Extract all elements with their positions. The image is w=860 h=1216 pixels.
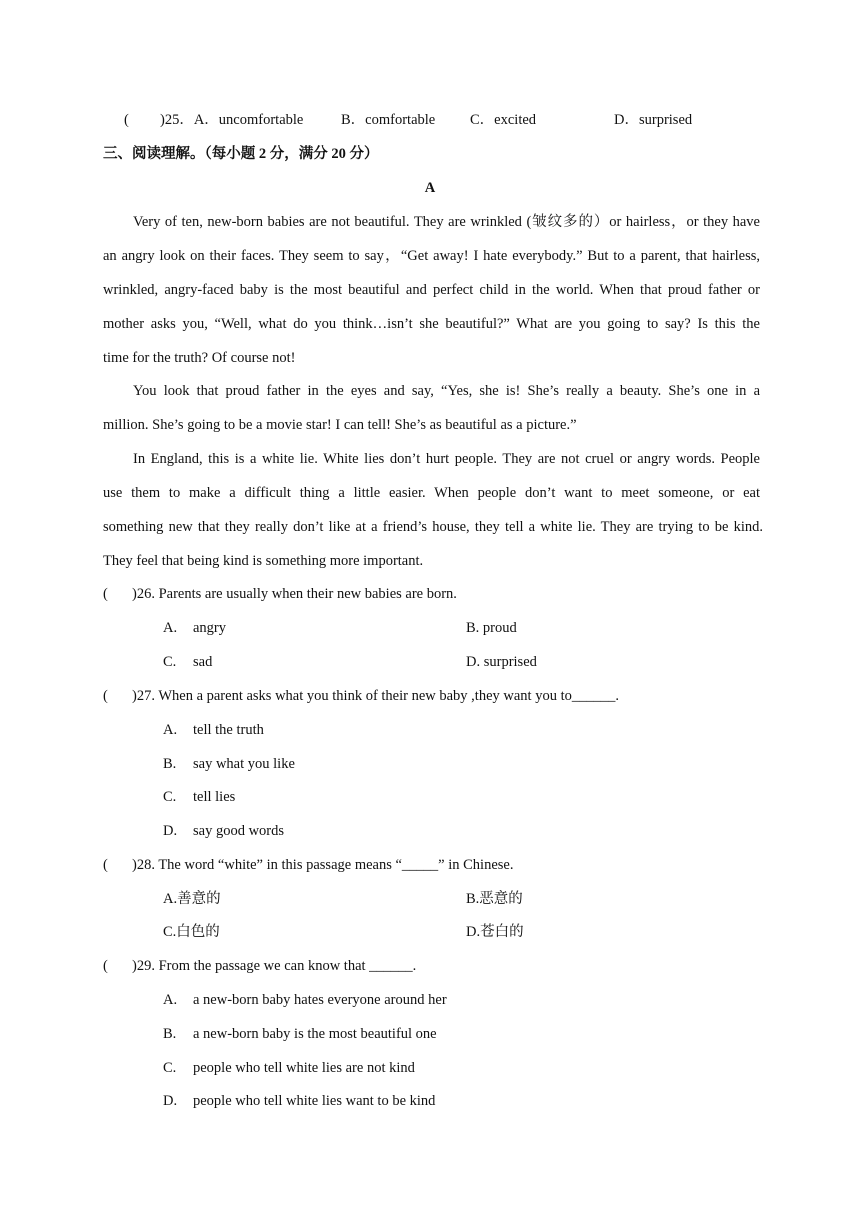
answer-paren: ( [103, 688, 108, 704]
option-letter: C. [163, 654, 177, 670]
option-letter: D. [163, 1093, 178, 1109]
option-letter: D. [163, 823, 178, 839]
passage-line: an angry look on their faces. They seem to say，“Get away! I hate everybody.” But to a parent, that hairless, [103, 248, 760, 264]
answer-paren: ( [103, 586, 108, 602]
passage-line: use them to make a difficult thing a little easier. When people don’t want to meet someone, or eat [103, 485, 760, 501]
passage-line: wrinkled, angry-faced baby is the most beautiful and perfect child in the world. When that proud father or [103, 282, 760, 298]
passage-line: They feel that being kind is something more important. [103, 553, 424, 569]
passage-line: something new that they really don’t like at a friend’s house, they tell a white lie. They are trying to be kind. [103, 519, 763, 535]
option-c: C.白色的 [163, 924, 220, 940]
passage-label: A [424, 180, 436, 196]
q25-paren: ( [124, 112, 129, 128]
question-stem: )27. When a parent asks what you think of their new baby ,they want you to______. [132, 688, 619, 704]
q25-option-d: D．surprised [614, 112, 693, 128]
option-c: sad [193, 654, 213, 670]
option-letter: C. [163, 1060, 177, 1076]
section-heading: 三、阅读理解。（每小题 2 分，满分 20 分） [103, 146, 379, 162]
option-letter: B. [163, 1026, 177, 1042]
option-a: tell the truth [193, 722, 264, 738]
option-d: D. surprised [466, 654, 537, 670]
option-c: tell lies [193, 789, 236, 805]
option-b: B. proud [466, 620, 517, 636]
option-c: people who tell white lies are not kind [193, 1060, 415, 1076]
passage-line: time for the truth? Of course not! [103, 350, 296, 366]
option-d: D.苍白的 [466, 924, 524, 940]
passage-line: mother asks you, “Well, what do you think…isn’t she beautiful?” What are you going to say? Is this the [103, 316, 760, 332]
question-stem: )29. From the passage we can know that ______. [132, 958, 417, 974]
option-letter: C. [163, 789, 177, 805]
option-d: people who tell white lies want to be kind [193, 1093, 436, 1109]
passage-line: You look that proud father in the eyes and say, “Yes, she is! She’s really a beauty. She’s one in a [133, 383, 760, 399]
option-letter: A. [163, 722, 178, 738]
passage-line: In England, this is a white lie. White lies don’t hurt people. They are not cruel or angry words. People [133, 451, 760, 467]
passage-line: million. She’s going to be a movie star! I can tell! She’s as beautiful as a picture.” [103, 417, 577, 433]
question-stem: )26. Parents are usually when their new babies are born. [132, 586, 457, 602]
option-a: a new-born baby hates everyone around her [193, 992, 447, 1008]
option-b: a new-born baby is the most beautiful one [193, 1026, 437, 1042]
option-a: A.善意的 [163, 891, 221, 907]
answer-paren: ( [103, 857, 108, 873]
q25-option-a: )25．A．uncomfortable [160, 112, 304, 128]
q25-option-c: C．excited [470, 112, 537, 128]
option-letter: B. [163, 756, 177, 772]
q25-option-b: B．comfortable [341, 112, 436, 128]
passage-line: Very of ten, new-born babies are not beautiful. They are wrinkled (皱纹多的）or hairless，or they have [133, 214, 760, 230]
option-b: say what you like [193, 756, 295, 772]
question-stem: )28. The word “white” in this passage means “_____” in Chinese. [132, 857, 514, 873]
option-b: B.恶意的 [466, 891, 523, 907]
answer-paren: ( [103, 958, 108, 974]
option-a: angry [193, 620, 227, 636]
option-letter: A. [163, 992, 178, 1008]
option-d: say good words [193, 823, 285, 839]
option-letter: A. [163, 620, 178, 636]
